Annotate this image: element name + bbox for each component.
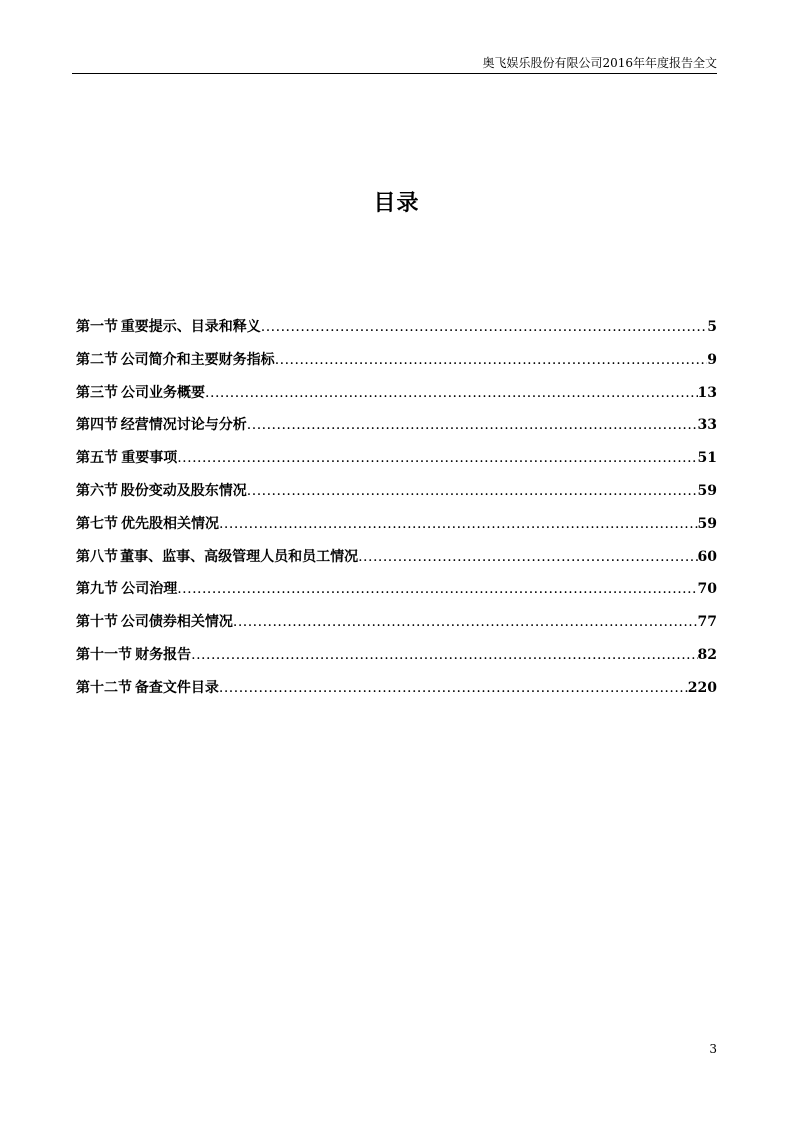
- toc-entry-title: 公司简介和主要财务指标: [120, 351, 275, 368]
- header-rule: [72, 73, 717, 74]
- toc-entry-title: 重要事项: [121, 450, 178, 467]
- toc-entry-title: 财务报告: [135, 646, 192, 663]
- toc-entry-title: 优先股相关情况: [120, 515, 219, 532]
- toc-entry-section: 第九节: [76, 581, 118, 598]
- toc-entry-2[interactable]: [76, 349, 717, 382]
- toc-entry-page: 70: [697, 581, 717, 598]
- toc-entry-6[interactable]: [76, 480, 717, 513]
- toc-entry-page: 82: [697, 646, 717, 663]
- toc-entry-page: 77: [697, 614, 717, 631]
- toc-dot-leader: [219, 513, 698, 535]
- toc-entry-section: 第一节: [76, 319, 118, 335]
- toc-entry-page: 59: [697, 515, 717, 532]
- toc-entry-title: 备查文件目录: [134, 679, 219, 696]
- toc-entry-title: 重要提示、目录和释义: [120, 319, 261, 335]
- toc-dot-leader: [247, 414, 698, 436]
- toc-entry-1[interactable]: [76, 316, 717, 349]
- toc-dot-leader: [358, 546, 697, 568]
- toc-entry-title: 经营情况讨论与分析: [120, 417, 247, 434]
- toc-entry-page: 13: [697, 384, 717, 401]
- toc-entry-title: 公司治理: [121, 581, 178, 598]
- toc-dot-leader: [275, 349, 708, 371]
- toc-entry-title: 股份变动及股东情况: [120, 482, 247, 499]
- toc-entry-section: 第十一节: [76, 646, 132, 663]
- toc-dot-leader: [177, 447, 697, 469]
- toc-entry-section: 第二节: [76, 351, 118, 368]
- toc-dot-leader: [205, 382, 697, 404]
- toc-entry-8[interactable]: [76, 546, 717, 579]
- toc-entry-title: 董事、监事、高级管理人员和员工情况: [120, 548, 359, 565]
- toc-dot-leader: [219, 677, 688, 699]
- toc-entry-section: 第十节: [76, 614, 118, 631]
- toc-entry-section: 第八节: [76, 548, 118, 565]
- toc-entry-page: 60: [697, 548, 717, 565]
- toc-dot-leader: [177, 578, 697, 600]
- toc-entry-section: 第六节: [76, 482, 118, 499]
- table-of-contents: [76, 316, 717, 710]
- toc-entry-9[interactable]: [76, 578, 717, 611]
- toc-entry-7[interactable]: [76, 513, 717, 546]
- toc-entry-page: 220: [687, 679, 717, 696]
- toc-title: 目录: [373, 190, 420, 216]
- toc-dot-leader: [191, 644, 697, 666]
- toc-entry-page: 9: [707, 351, 717, 368]
- page-number: 3: [709, 1042, 717, 1056]
- toc-entry-10[interactable]: [76, 611, 717, 644]
- toc-entry-page: 5: [707, 319, 717, 335]
- toc-dot-leader: [233, 611, 698, 633]
- toc-dot-leader: [247, 480, 698, 502]
- toc-entry-4[interactable]: [76, 414, 717, 447]
- toc-entry-title: 公司业务概要: [121, 384, 206, 401]
- toc-entry-3[interactable]: [76, 382, 717, 415]
- toc-entry-section: 第七节: [76, 515, 118, 532]
- toc-entry-section: 第四节: [76, 417, 118, 434]
- toc-entry-11[interactable]: [76, 644, 717, 677]
- toc-entry-page: 51: [697, 450, 717, 467]
- toc-dot-leader: [261, 316, 707, 338]
- toc-entry-page: 59: [697, 482, 717, 499]
- toc-entry-section: 第十二节: [76, 679, 132, 696]
- running-header: 奥飞娱乐股份有限公司2016年年度报告全文: [482, 56, 717, 70]
- toc-entry-page: 33: [697, 417, 717, 434]
- toc-entry-title: 公司债券相关情况: [120, 614, 233, 631]
- toc-entry-12[interactable]: [76, 677, 717, 710]
- toc-entry-5[interactable]: [76, 447, 717, 480]
- toc-entry-section: 第五节: [76, 450, 118, 467]
- toc-entry-section: 第三节: [76, 384, 118, 401]
